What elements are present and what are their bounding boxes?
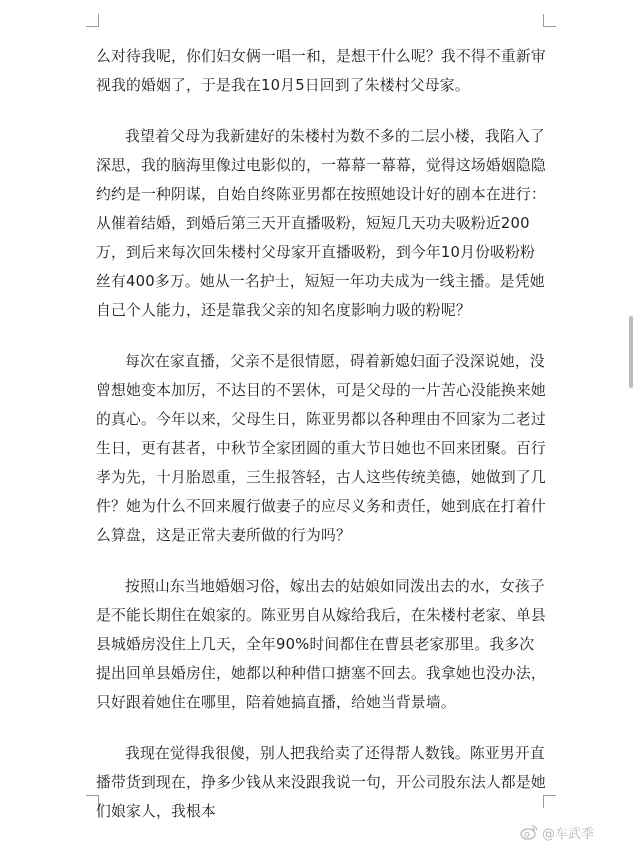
watermark (520, 822, 594, 842)
weibo-icon (520, 824, 538, 840)
document-body (96, 42, 546, 848)
page-corner-mark-top-left (86, 14, 99, 27)
paragraph-1: 么对待我呢，你们妇女俩一唱一和，是想干什么呢？我不得不重新审视我的婚姻了，于是我在10月5日回到了朱楼村父母家。 (96, 48, 546, 94)
paragraph-3: 每次在家直播，父亲不是很情愿，碍着新媳妇面子没深说她，没曾想她变本加厉，不达目的不罢休，可是父母的一片苦心没能换来她的真心。今年以来，父母生日，陈亚男都以各种理由不回家为二老过生日，更有甚者，中秋节全家团圆的重大节日她也不回来团聚。百行孝为先，十月胎恩重，三生报答轻，古人这些传统美德，她做到了几件？她为什么不回来履行做妻子的应尽义务和责任，她到底在打着什么算盘，这是正常夫妻所做的行为吗？ (96, 353, 546, 544)
paragraph-2: 我望着父母为我新建好的朱楼村为数不多的二层小楼，我陷入了深思，我的脑海里像过电影似的，一幕幕一幕幕，觉得这场婚姻隐隐约约是一种阴谋，自始自终陈亚男都在按照她设计好的剧本在进行：从催着结婚，到婚后第三天开直播吸粉，短短几天功夫吸粉近200万，到后来每次回朱楼村父母家开直播吸粉，到今年10月份吸粉粉丝有400多万。她从一名护士，短短一年功夫成为一线主播。是凭她自己个人能力，还是靠我父亲的知名度影响力吸的粉呢？ (96, 128, 546, 319)
watermark-text: @车武季 (542, 826, 595, 842)
page-corner-mark-top-right (543, 14, 556, 27)
vertical-scrollbar[interactable] (629, 316, 633, 388)
paragraph-5: 我现在觉得我很傻，别人把我给卖了还得帮人数钱。陈亚男开直播带货到现在，挣多少钱从来没跟我说一句，开公司股东法人都是她们娘家人，我根本 (96, 745, 546, 820)
paragraph-4: 按照山东当地婚姻习俗，嫁出去的姑娘如同泼出去的水，女孩子是不能长期住在娘家的。陈亚男自从嫁给我后，在朱楼村老家、单县县城婚房没住上几天，全年90%时间都住在曹县老家那里。我多次提出回单县婚房住，她都以种种借口搪塞不回去。我拿她也没办法，只好跟着她住在哪里，陪着她搞直播，给她当背景墙。 (96, 578, 546, 711)
